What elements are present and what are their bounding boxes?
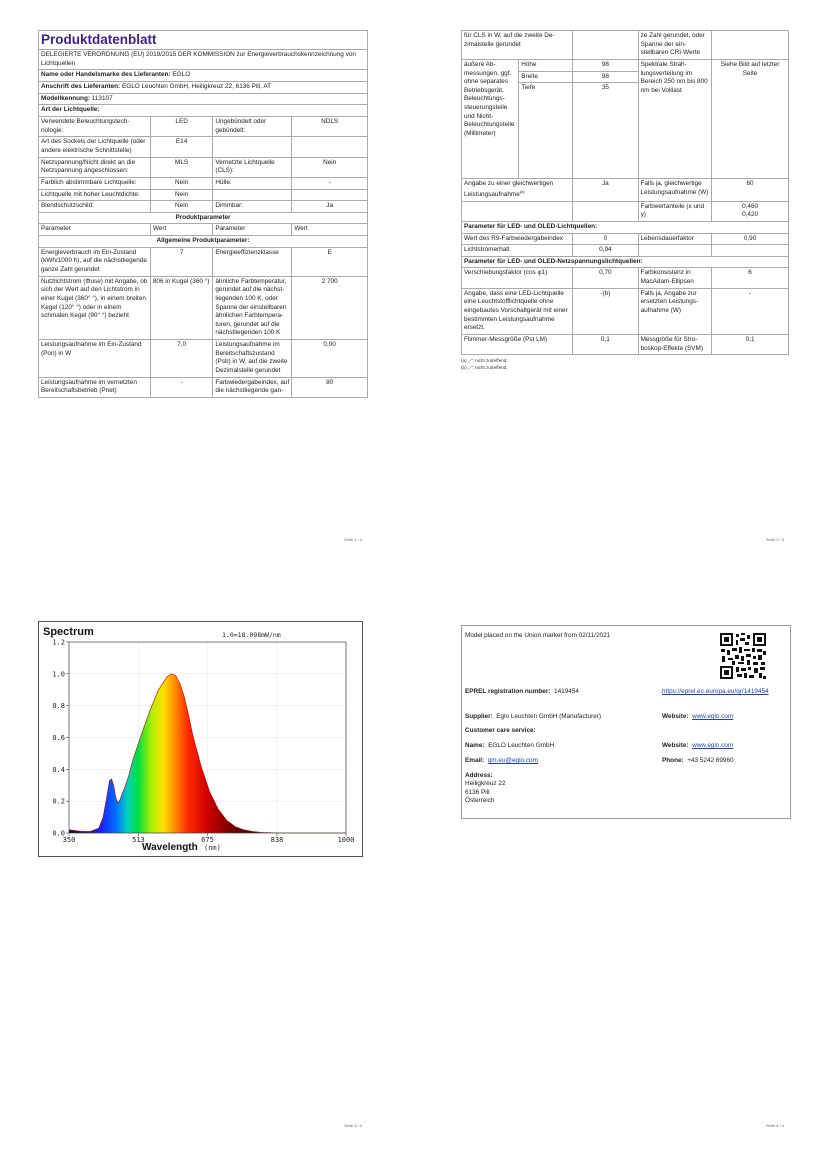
qr-code-icon[interactable] bbox=[719, 632, 767, 680]
y-tick-label: 1.2 bbox=[52, 638, 65, 647]
table-row: Angabe, dass eine LED-Lichtquelle eine Leuchtstofflichtquelle ohne eingebautes Vorschaltgerät mit einer bestimmten Leistungsaufnahme ersetzt. -(b) Falls ja, Angabe zur ersetzten Leistungsaufnahme (W) - bbox=[462, 288, 789, 334]
y-tick-label: 0.8 bbox=[52, 702, 65, 711]
website-row: Website: www.eglo.com bbox=[662, 713, 734, 720]
page-1 bbox=[38, 30, 368, 398]
table-row: Leistungsaufnahme im Ein-Zustand (Pon) in W 7,0 Leistungsaufnahme im Bereitschaftszustand (Psb) in W, auf die zweite Dezimalstelle gerundet 0,00 bbox=[39, 340, 368, 378]
y-tick-label: 0.4 bbox=[52, 765, 65, 774]
x-axis-unit: (nm) bbox=[204, 844, 221, 852]
phone-row: Phone: +43 5242 69960 bbox=[662, 757, 734, 764]
page-footer: Seite 2 / 4 bbox=[766, 537, 785, 542]
spectrum-svg bbox=[39, 622, 362, 856]
market-date-text: Model placed on the Union market from 02/11/2021 bbox=[465, 632, 611, 639]
table-row: Verschiebungsfaktor (cos φ1) 0,70 Farbkonsistenz in MacAdam-Ellipsen 6 bbox=[462, 268, 789, 288]
website-link[interactable]: www.eglo.com bbox=[692, 713, 734, 720]
page-title: Produktdatenblatt bbox=[39, 31, 368, 50]
name-row: Name: EGLO Leuchten GmbH bbox=[465, 742, 555, 749]
x-tick-label: 838 bbox=[270, 836, 284, 844]
x-tick-label: 350 bbox=[62, 836, 76, 844]
chart-scale-note: 1.0=18.098mW/nm bbox=[222, 631, 281, 639]
general-params-heading: Allgemeine Produktparameter: bbox=[39, 236, 368, 248]
y-tick-label: 0.6 bbox=[52, 734, 65, 742]
led-params-heading: Parameter für LED- und OLED-Lichtquellen: bbox=[462, 221, 789, 233]
supplier-name-row: Name oder Handelsmarke des Lieferanten: EGLO bbox=[39, 70, 368, 82]
page-footer: Seite 4 / 4 bbox=[766, 1123, 785, 1128]
page-footer: Seite 1 / 4 bbox=[344, 537, 363, 542]
eprel-row: EPREL registration number: 1419454 bbox=[465, 688, 579, 695]
regulation-text: DELEGIERTE VERORDNUNG (EU) 2019/2015 DER KOMMISSION zur Energieverbrauchskennzeichnung von Lichtquellen bbox=[39, 50, 368, 70]
eprel-info-box bbox=[461, 625, 791, 819]
table-row: Blendschutzschild: Nein Dimmbar: Ja bbox=[39, 201, 368, 213]
table-row: Tiefe 35 bbox=[462, 83, 789, 179]
email-row: Email: qm.eu@eglo.com bbox=[465, 757, 538, 764]
table-row: Flimmer-Messgröße (Pst LM) 0,1 Messgröße für Stroboskop-Effekte (SVM) 0,1 bbox=[462, 334, 789, 354]
table-row: Energieverbrauch im Ein-Zustand (kWh/1000 h), auf die nächstliegende ganze Zahl gerundet 7 Energieeffizienzklasse E bbox=[39, 247, 368, 276]
table-row: äußere Abmessungen, ggf. ohne separates Betriebsgerät, Beleuchtungssteuerungsteile und Nicht-Beleuchtungsteile (Millimeter) Höhe 98 Spektrale Strahlungsverteilung im Bereich 250 nm bis 800 nm bei Volllast Siehe Bild auf letzter Seite bbox=[462, 59, 789, 71]
address-block: Address: Heiligkreuz 22 6136 Pill Österreich bbox=[465, 772, 506, 804]
x-tick-label: 513 bbox=[132, 836, 145, 844]
product-datasheet-table bbox=[38, 30, 368, 398]
light-type-heading: Art der Lichtquelle: bbox=[39, 105, 368, 117]
table-row: Angabe zu einer gleichwertigen Leistungsaufnahme$^{(a)}$ Ja Falls ja, gleichwertige Leistungsaufnahme (W) 60 bbox=[462, 179, 789, 201]
product-params-heading: Produktparameter bbox=[39, 212, 368, 224]
website-row-2: Website: www.eglo.com bbox=[662, 742, 734, 749]
spectrum-chart bbox=[38, 621, 363, 857]
y-tick-label: 0.0 bbox=[52, 829, 65, 838]
footnote-b: (b) „-“: nicht zutreffend; bbox=[461, 365, 508, 371]
eprel-link[interactable]: https://eprel.ec.europa.eu/qr/1419454 bbox=[662, 688, 769, 695]
chart-title: Spectrum bbox=[43, 626, 94, 638]
table-row: Farbwertanteile (x und y) 0,460 0,420 bbox=[462, 201, 789, 221]
email-link[interactable]: qm.eu@eglo.com bbox=[487, 757, 538, 764]
table-row: Lichtstromerhalt 0,94 bbox=[462, 245, 789, 257]
table-row: Nutzlichtstrom (Φuse) mit Angabe, ob sich der Wert auf den Lichtstrom in einer Kugel (360° °), in einem breiten Kegel (120° °) oder in einem schmalen Kegel (90° °) bezieht 806 in Kugel (360 °) ähnliche Farbtemperatur, gerundet auf die nächstliegenden 100 K, oder Spanne der einstellbaren ähnlichen Farbtemperaturen, gerundet auf die nächstliegenden 100 K 2 700 bbox=[39, 276, 368, 339]
footnotes bbox=[461, 358, 789, 372]
supplier-row: Supplier: Eglo Leuchten GmbH (Manufacturer) bbox=[465, 713, 602, 720]
customer-care-heading: Customer care service: bbox=[465, 727, 536, 734]
model-row: Modellkennung: 113107 bbox=[39, 93, 368, 105]
table-row: Verwendete Beleuchtungstechnologie: LED Ungebündelt oder gebündelt: NDLS bbox=[39, 117, 368, 137]
mains-params-heading: Parameter für LED- und OLED-Netzspannungslichtquellen: bbox=[462, 256, 789, 268]
footnote-a: (a) „-“: nicht zutreffend; bbox=[461, 358, 508, 364]
table-row: Art des Sockels der Lichtquelle (oder andere elektrische Schnittstelle) E14 bbox=[39, 137, 368, 157]
x-axis-label: Wavelength bbox=[142, 842, 198, 853]
table-row: Farblich abstimmbare Lichtquelle: Nein Hülle: - bbox=[39, 177, 368, 189]
table-row: für CLS in W, auf die zweite Dezimalstelle gerundet ze Zahl gerundet, oder Spanne der einstellbaren CRI-Werte bbox=[462, 31, 789, 60]
page-2 bbox=[461, 30, 789, 372]
y-tick-label: 1.0 bbox=[52, 670, 65, 679]
table-row: Leistungsaufnahme im vernetzten Bereitschaftsbetrieb (Pnet) - Farbwiedergabeindex, auf die nächstliegende gan- 80 bbox=[39, 377, 368, 397]
x-tick-label: 1000 bbox=[337, 836, 355, 844]
column-header-row: Parameter Wert Parameter Wert bbox=[39, 224, 368, 236]
page-footer: Seite 3 / 4 bbox=[344, 1123, 363, 1128]
table-row: Netzspannung/Nicht direkt an die Netzspannung angeschlossen: MLS Vernetzte Lichtquelle (CLS): Nein bbox=[39, 157, 368, 177]
y-tick-label: 0.2 bbox=[52, 797, 65, 806]
supplier-address-row: Anschrift des Lieferanten: EGLO Leuchten GmbH, Heiligkreuz 22, 6136 Pill, AT bbox=[39, 82, 368, 94]
dimensions-label: äußere Abmessungen, ggf. ohne separates Betriebsgerät, Beleuchtungssteuerungsteile und Nicht-Beleuchtungsteile (Millimeter) bbox=[462, 59, 519, 178]
table-row: Breite 98 bbox=[462, 71, 789, 83]
table-row: Lichtquelle mit hoher Leuchtdichte: Nein bbox=[39, 189, 368, 201]
datasheet-continuation-table bbox=[461, 30, 789, 355]
x-tick-label: 675 bbox=[201, 836, 214, 844]
website-link-2[interactable]: www.eglo.com bbox=[692, 742, 734, 749]
table-row: Wert des R9-Farbwiedergabeindex 0 Lebensdauerfaktor 0,90 bbox=[462, 233, 789, 245]
